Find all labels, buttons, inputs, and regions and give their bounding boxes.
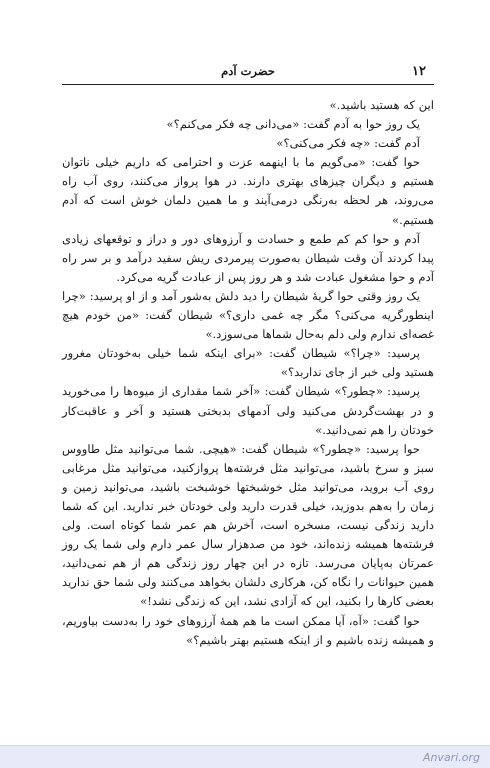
paragraph: آدم گفت: «چه فکر می‌کنی؟» bbox=[276, 136, 420, 151]
paragraph: حوا پرسید: «چطور؟» شیطان گفت: «هیچی. شما می‌توانید مثل طاووس سبز و سرخ باشید، می‌توانید مثل فرشته‌ها پروازکنید، می‌توانید مثل مرغابی روی آب بروید، می‌توانید مثل خوشبختها خوشبخت باشید، می‌توانید زمین و زمان را به‌هم بدوزید، خیلی قدرت دارید ولی خودتان خبر ندارید. این که شما دارید زندگی نیست، مسخره است، آخرش هم عمر شما کوتاه است. ولی فرشته‌ها همیشه زنده‌اند، خود من صدهزار سال عمر دارم ولی شما یک روز عمرتان به‌پایان می‌رسد. تازه در این چهار روز زندگی هم از هم نمی‌دانید، همین حیوانات را نگاه کن، هرکاری دلشان بخواهد می‌کنند ولی شما حق ندارید بعضی کارها را بکنید، این که آزادی نشد، این که زندگی نشد!» bbox=[62, 441, 434, 609]
watermark-logo: Anvari.org bbox=[422, 751, 480, 764]
page-body bbox=[62, 96, 434, 650]
paragraph: یک روز حوا به آدم گفت: «می‌دانی چه فکر می‌کنم؟» bbox=[166, 117, 420, 132]
page-header bbox=[62, 58, 434, 85]
paragraph: آدم و حوا کم کم طمع و حسادت و آرزوهای دور و دراز و توقعهای زیادی پیدا کردند آن وقت شیطان به‌صورت پیرمردی ریش سفید درآمد و بر سر راه آدم و حوا مشغول عبادت شد و هر روز پس از عبادت گریه می‌کرد. bbox=[62, 231, 434, 284]
paragraph: حوا گفت: «می‌گویم ما با اینهمه عزت و احترامی که داریم خیلی ناتوان هستیم و دیگران چیزهای بهتری دارند. در هوا پرواز می‌کنند، روی آب راه می‌روند، هر لحظه به‌رنگی درمی‌آیند و ما همین دلمان خوش است که آدم هستیم.» bbox=[62, 155, 434, 227]
watermark-bar bbox=[0, 745, 490, 768]
paragraph: این که هستید باشید.» bbox=[329, 98, 434, 112]
paragraph: یک روز وقتی حوا گریهٔ شیطان را دید دلش به‌شور آمد و از او پرسید: «چرا اینطورگریه می‌کنی؟ مگر چه غمی داری؟» شیطان گفت: «من خودم هیچ غصه‌ای ندارم ولی دلم به‌حال شماها می‌سوزد.» bbox=[62, 288, 434, 342]
paragraph: پرسید: «چرا؟» شیطان گفت: «برای اینکه شما خیلی به‌خودتان مغرور هستید ولی خبر از جای نداربد؟» bbox=[62, 346, 434, 380]
running-title: حضرت آدم bbox=[221, 64, 275, 78]
paragraph: پرسید: «چطور؟» شیطان گفت: «آخر شما مقداری از میوه‌ها را می‌خورید و در بهشت‌گردش می‌کنید ولی آدمهای بدبختی هستید و آخر و عاقبت‌کار خودتان را هم نمی‌دانید.» bbox=[62, 384, 434, 437]
page-number: ۱۲ bbox=[412, 64, 426, 79]
paragraph: حوا گفت: «آه، آیا ممکن است ما هم همهٔ آرزوهای خود را به‌دست بیاوریم، و همیشه زنده باشیم و از اینکه هستیم بهتر باشیم؟» bbox=[62, 613, 434, 647]
